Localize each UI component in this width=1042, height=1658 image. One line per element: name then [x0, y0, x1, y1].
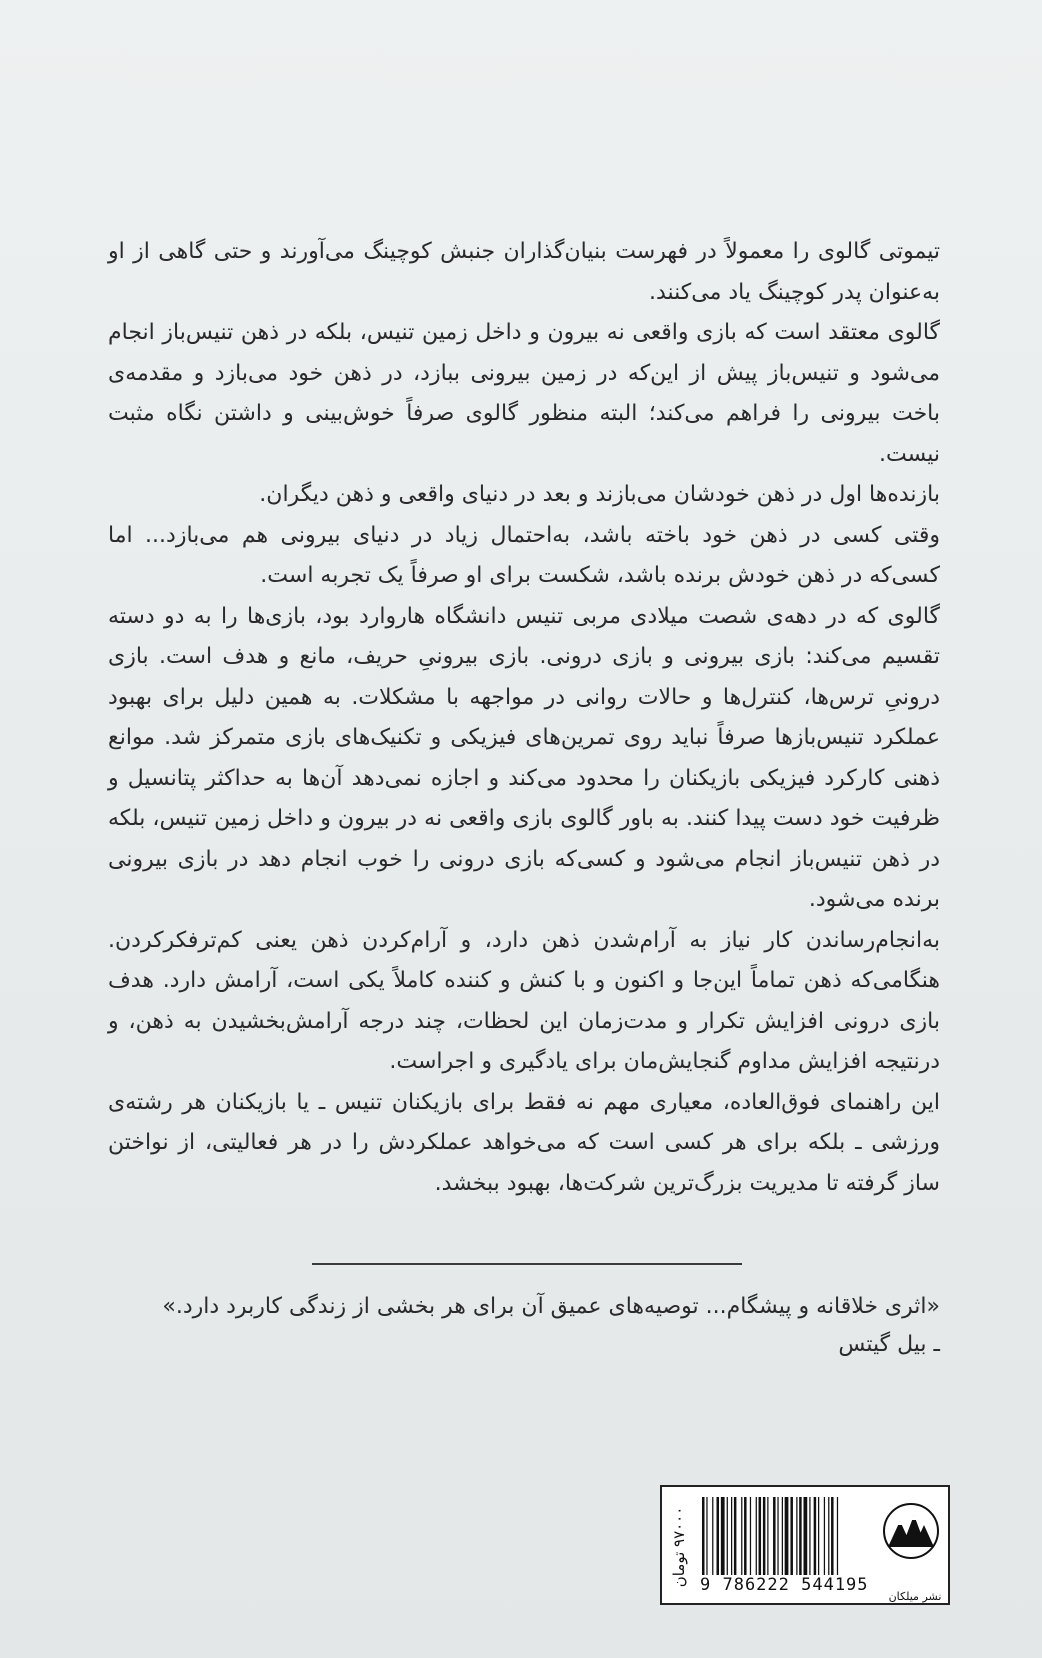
publisher-mountain-logo-icon — [882, 1495, 940, 1595]
paragraph-losers: بازنده‌ها اول در ذهن خودشان می‌بازند و بعد در دنیای واقعی و ذهن دیگران. — [259, 482, 940, 507]
paragraph-harvard: گالوی که در دهه‌ی شصت میلادی مربی تنیس دانشگاه هاروارد بود، بازی‌ها را به دو دسته تقسیم می‌کند: بازی بیرونی و بازی درونی. بازی بیرونیِ حریف، مانع و هدف است. بازی درونیِ ترس‌ها، کنترل‌ها و حالات روانی در مواجهه با مشکلات. به همین دلیل برای بهبود عملکرد تنیس‌بازها صرفاً نباید روی تمرین‌های فیزیکی و تکنیک‌های بازی متمرکز شد. موانع ذهنی کارکرد فیزیکی بازیکنان را محدود می‌کند و اجازه نمی‌دهد آن‌ها به حداکثر پتانسیل و ظرفیت خود دست پیدا کنند. به باور گالوی بازی واقعی نه در بیرون و داخل زمین تنیس، بلکه در ذهن تنیس‌باز انجام می‌شود و کسی‌که بازی درونی را خوب انجام دهد در بازی بیرونی برنده می‌شود. — [108, 603, 940, 912]
blurb-text — [108, 232, 940, 1204]
endorsement-quote — [108, 1288, 940, 1364]
price-text: ۹۷۰۰۰ تومان — [670, 1506, 688, 1588]
paragraph-calm-mind: به‌انجام‌رساندن کار نیاز به آرام‌شدن ذهن دارد، و آرام‌کردن ذهن یعنی کم‌ترفکرکردن. هنگامی‌که ذهن تماماً این‌جا و اکنون و با کنش و کننده کاملاً یکی است، آرامش دارد. هدف بازی درونی افزایش تکرار و مدت‌زمان این لحظات، چند درجه آرامش‌بخشیدن به ذهن، و درنتیجه افزایش مداوم گنجایش‌مان برای یادگیری و اجراست. — [108, 927, 940, 1074]
isbn-number: 9 786222 544195 — [700, 1575, 869, 1595]
paragraph-inner-game: گالوی معتقد است که بازی واقعی نه بیرون و داخل زمین تنیس، بلکه در ذهن تنیس‌باز انجام می‌شود و تنیس‌باز پیش از این‌که در زمین بیرونی ببازد، در ذهن خود می‌بازد و مقدمه‌ی باخت بیرونی را فراهم می‌کند؛ البته منظور گالوی صرفاً خوش‌بینی و داشتن نگاه مثبت نیست. — [108, 320, 940, 467]
quote-text: «اثری خلاقانه و پیشگام... توصیه‌های عمیق آن برای هر بخشی از زندگی کاربرد دارد.» — [162, 1294, 940, 1319]
barcode-icon — [700, 1497, 880, 1575]
paragraph-winning-mind: وقتی کسی در ذهن خود باخته باشد، به‌احتمال زیاد در دنیای بیرونی هم می‌بازد... اما کسی‌که در ذهن خودش برنده باشد، شکست برای او صرفاً یک تجربه است. — [108, 522, 940, 588]
publisher-name: نشر میلکان — [888, 1590, 942, 1603]
price-label — [664, 1493, 694, 1601]
paragraph-guide: این راهنمای فوق‌العاده، معیاری مهم نه فقط برای بازیکنان تنیس ـ یا بازیکنان هر رشته‌ی ورزشی ـ بلکه برای هر کسی است که می‌خواهد عملکردش را در هر فعالیتی، از نواختن ساز گرفته تا مدیریت بزرگ‌ترین شرکت‌ها، بهبود ببخشد. — [108, 1089, 940, 1196]
paragraph-intro: تیموتی گالوی را معمولاً در فهرست بنیان‌گذاران جنبش کوچینگ می‌آورند و حتی گاهی از او به‌عنوان پدر کوچینگ یاد می‌کنند. — [108, 239, 940, 305]
barcode-panel — [660, 1485, 950, 1605]
quote-author: ـ بیل گیتس — [838, 1332, 940, 1357]
divider-line — [312, 1263, 742, 1265]
